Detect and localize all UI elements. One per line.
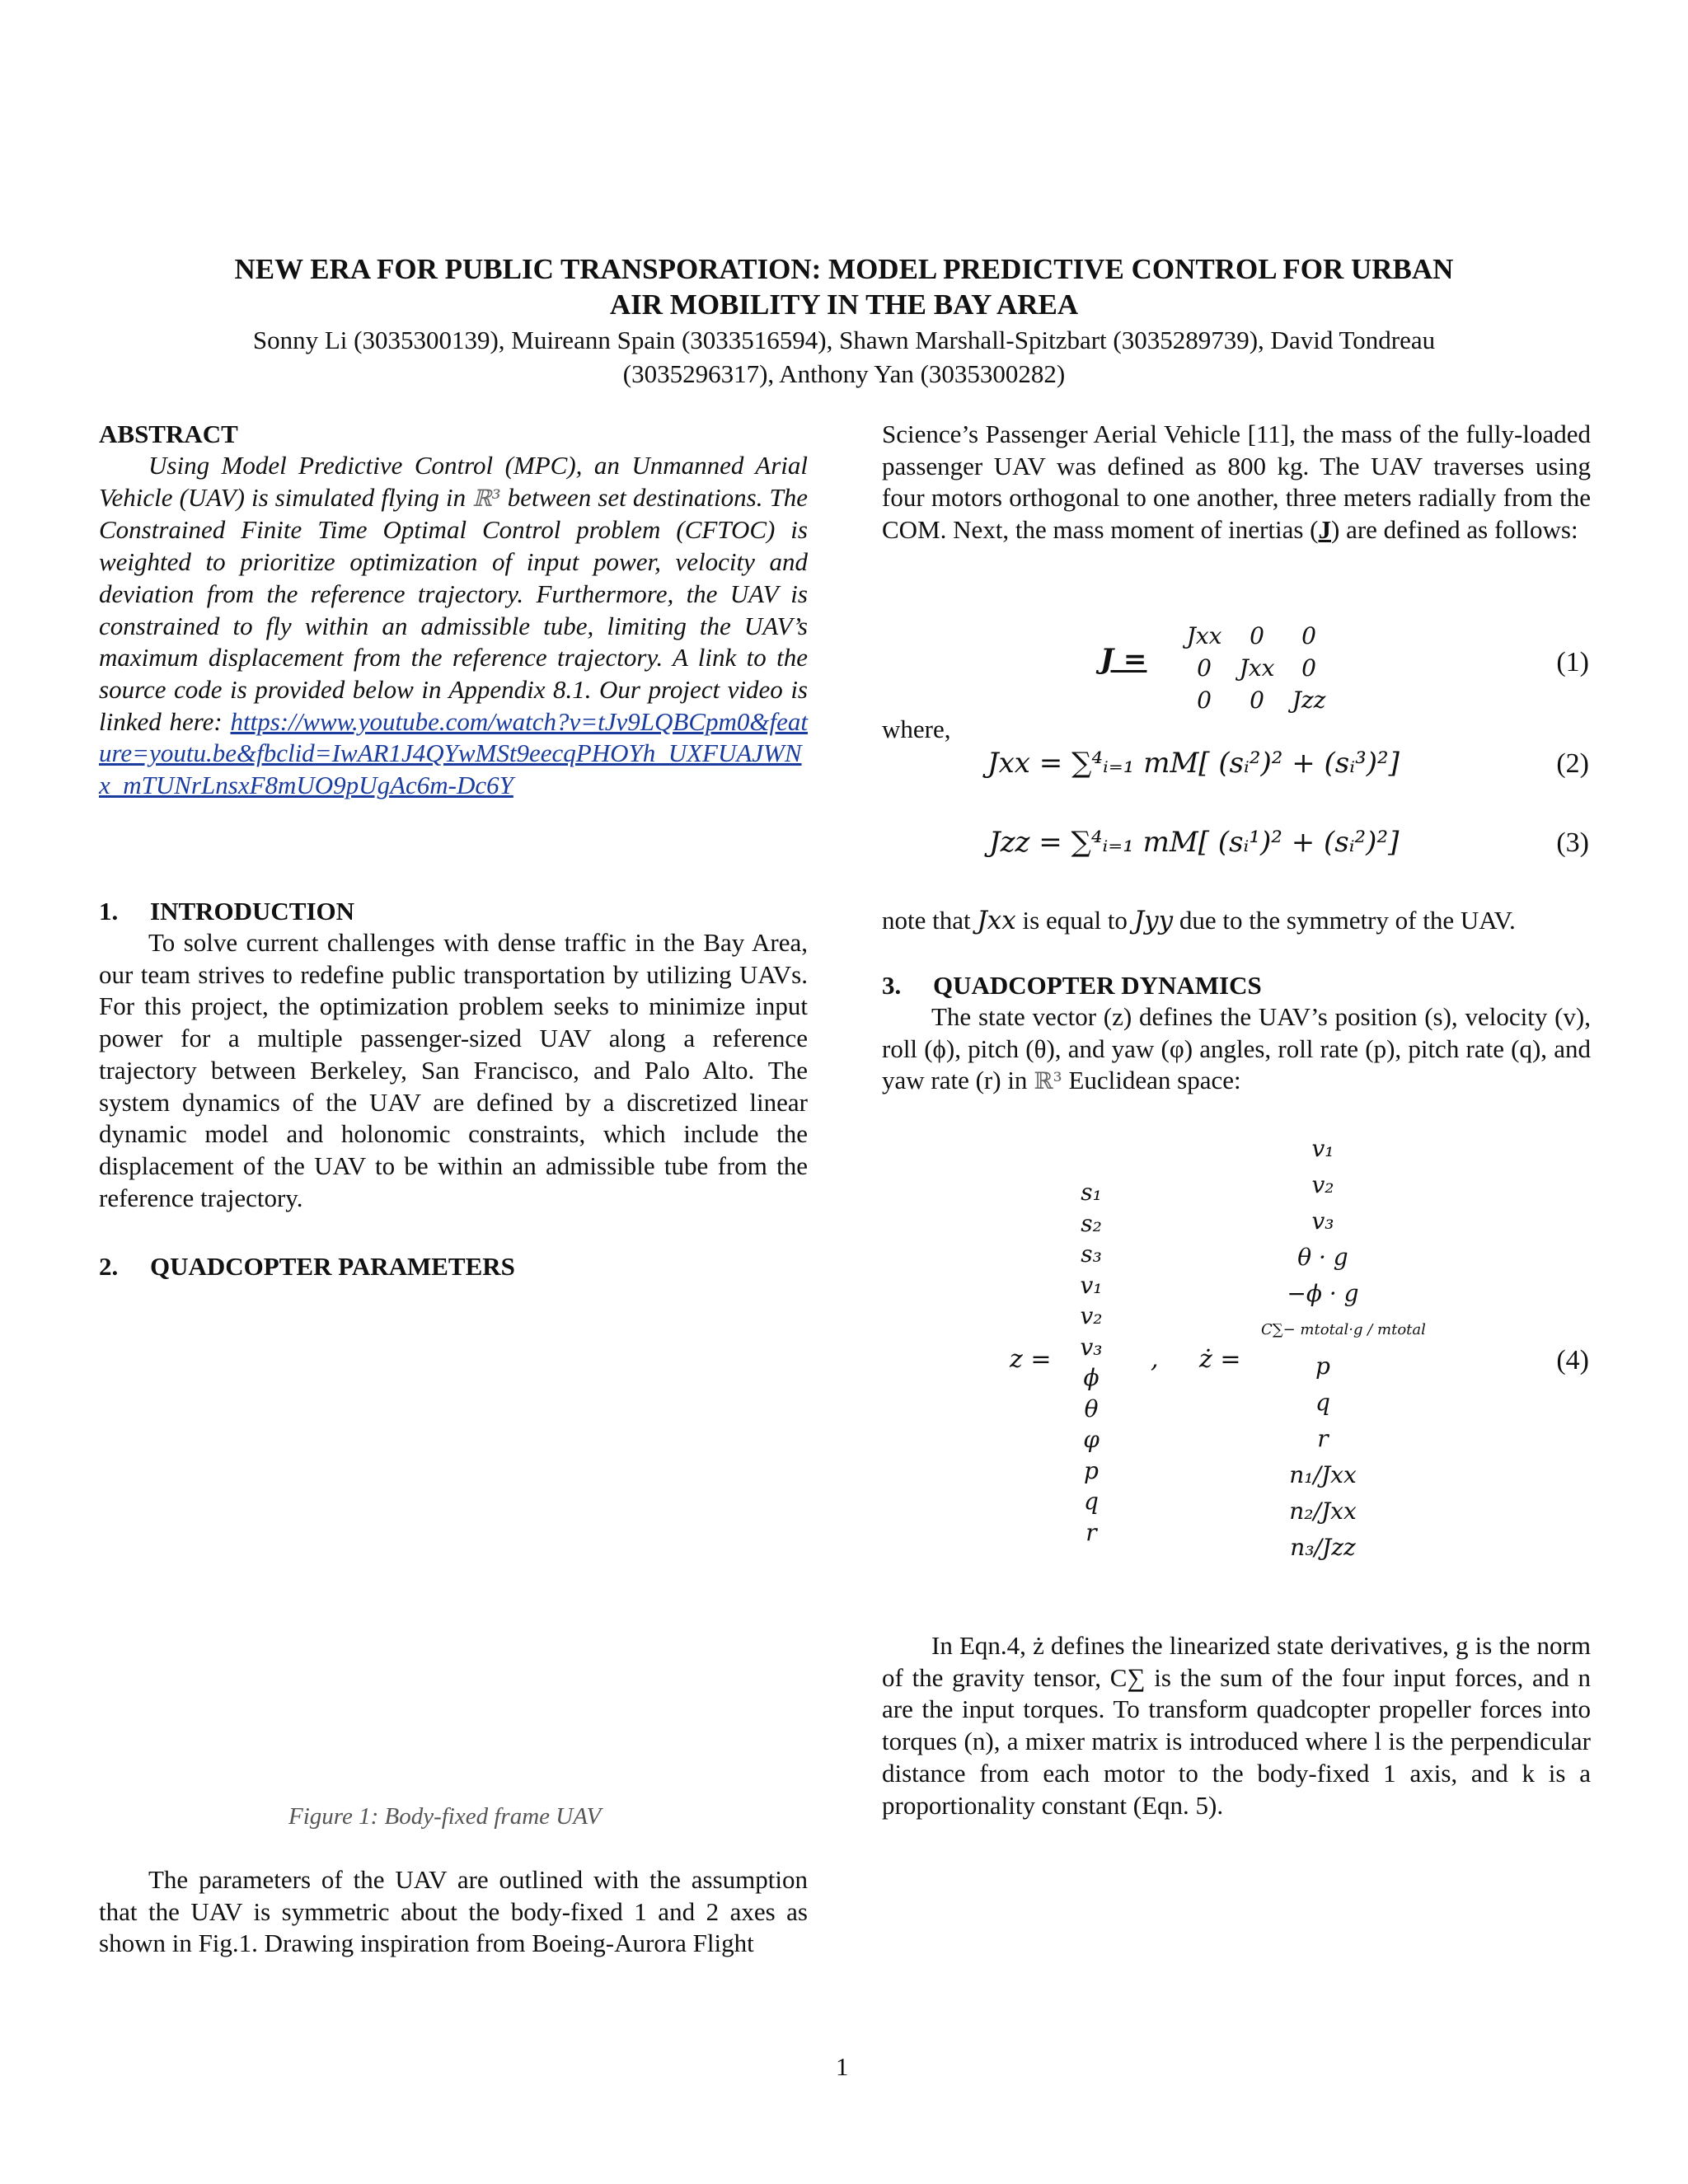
matrix-cell: 0 (1197, 687, 1212, 714)
section-2-continued (882, 419, 1591, 546)
motor-mass-label: m (323, 1499, 345, 1524)
matrix-cell: 0 (1301, 654, 1316, 682)
page-number: 1 (836, 2052, 849, 2081)
z-entry: v₃ (1080, 1333, 1103, 1361)
z-entry: θ (1084, 1394, 1099, 1422)
motor-mass-subscript: M (595, 1762, 608, 1779)
z-entry: s₁ (1081, 1179, 1102, 1206)
equation-2-number: (2) (1556, 748, 1589, 779)
abstract-text (99, 450, 808, 802)
motor-mass-label: m (323, 1750, 345, 1774)
equation-4-number: (4) (1556, 1345, 1589, 1376)
motor-mass-subscript: M (344, 1762, 357, 1779)
title-line-1: NEW ERA FOR PUBLIC TRANSPORATION: MODEL PREDICTIVE CONTROL FOR URBAN (234, 253, 1454, 285)
section-introduction (99, 896, 808, 1214)
note-text-a: note that (882, 906, 971, 935)
matrix-cell: Jzz (1292, 687, 1326, 714)
video-link[interactable]: https://www.youtube.com/watch?v=tJv9LQBCpm0&feature=youtu.be&fbclid=IwAR1J4QYwMSt9eecqPHOYh_UXFUAJWNx_mTUNrLnsxF8mUO9pUgAc6m-Dc6Y (99, 706, 809, 800)
motor-2-label: 2 (628, 1677, 645, 1702)
z-entry: q (1084, 1488, 1099, 1515)
note-text-block (882, 905, 1591, 937)
author-list (124, 323, 1564, 391)
authors-line-2: (3035296317), Anthony Yan (3035300282) (622, 359, 1066, 388)
zdot-entry: r (1317, 1425, 1329, 1452)
section-2-text: The parameters of the UAV are outlined with the assumption that the UAV is symmetric about the body-fixed 1 and 2 axes as shown in Fig.1. Drawing inspiration from Boeing-Aurora Flight (99, 1865, 808, 1958)
figure-caption: Figure 1: Body-fixed frame UAV (288, 1803, 602, 1830)
equation-3-number: (3) (1556, 827, 1589, 858)
zdot-entry: v₃ (1311, 1207, 1334, 1235)
real-space-symbol: ℝ³ (1034, 1067, 1062, 1095)
section-3-title: QUADCOPTER DYNAMICS (933, 971, 1262, 1000)
section-3-after-text: In Eqn.4, ż defines the linearized state derivatives, g is the norm of the gravity tensor, C∑ is the sum of the four input forces, and n are the input torques. To transform quadcopter propeller forces into torques (n), a mixer matrix is introduced where l is the perpendicular distance from each motor to the body-fixed 1 axis, and k is a proportionality constant (Eqn. 5). (882, 1631, 1591, 1820)
motor-1-label: 1 (580, 1372, 597, 1397)
title-line-2: AIR MOBILITY IN THE BAY AREA (609, 288, 1079, 321)
z-entry: v₂ (1080, 1302, 1103, 1329)
real-space-symbol: ℝ³ (472, 484, 501, 512)
motor-4-label: 4 (331, 1372, 348, 1397)
axis-2-label: 2 (449, 1357, 463, 1382)
equation-4-zdot-lhs: ż = (1199, 1345, 1241, 1374)
section-2-title: QUADCOPTER PARAMETERS (150, 1252, 515, 1281)
paper-title (124, 251, 1564, 322)
z-entry: p (1084, 1456, 1099, 1484)
zdot-entry: n₁/Jxx (1289, 1461, 1357, 1488)
section-2-cont-b: ) are defined as follows: (1331, 515, 1578, 545)
section-2-cont-a: Science’s Passenger Aerial Vehicle [11], the mass of the fully-loaded passenger UAV was defined as 800 kg. The UAV traverses using four motors orthogonal to one another, three meters radially from the COM. Next, the mass moment of inertias ( (882, 419, 1591, 545)
zdot-entry: p (1315, 1352, 1330, 1380)
zdot-entry: n₃/Jzz (1290, 1534, 1356, 1561)
zdot-entry: v₁ (1311, 1135, 1334, 1162)
motor-mass-subscript: M (595, 1511, 608, 1529)
z-entry: s₃ (1081, 1240, 1102, 1268)
alpha-angle-label: α (513, 1531, 531, 1563)
section-2-text-block (99, 1864, 808, 1960)
section-1-number: 1. (99, 897, 119, 926)
z-entry: r (1085, 1518, 1097, 1546)
authors-line-1: Sonny Li (3035300139), Muireann Spain (3033516594), Shawn Marshall-Spitzbart (3035289739), David Tondreau (252, 326, 1436, 354)
matrix-cell: 0 (1197, 654, 1212, 682)
where-text: where, (882, 715, 951, 743)
radius-label: R (507, 1446, 527, 1479)
state-derivative-vector (1261, 1131, 1426, 1566)
zdot-entry: −ϕ · g (1287, 1280, 1359, 1307)
section-3-text-a: The state vector (z) defines the UAV’s position (s), velocity (v), roll (ϕ), pitch (θ), and yaw (φ) angles, roll rate (p), pitch rate (q), and yaw rate (r) in (882, 1002, 1591, 1095)
motor-mass-label: m (574, 1750, 596, 1774)
body-mass-label: m (449, 1635, 472, 1662)
section-1-heading (99, 896, 808, 927)
z-entry: v₁ (1080, 1271, 1103, 1299)
equation-4-comma: , (1151, 1345, 1159, 1374)
section-3-text (882, 1001, 1591, 1098)
body-mass-subscript: B (471, 1649, 483, 1669)
matrix-cell: 0 (1250, 622, 1264, 649)
zdot-entry: n₂/Jxx (1289, 1497, 1357, 1525)
equation-1-number: (1) (1556, 647, 1589, 677)
arm-length-label: l (639, 1479, 654, 1532)
equation-1-lhs: J = (1100, 643, 1147, 676)
equation-2: Jxx = ∑⁴ᵢ₌₁ mM[ (sᵢ²)² + (sᵢ³)²] (987, 747, 1400, 780)
z-entry: s₂ (1081, 1209, 1102, 1237)
axis-1-label: 1 (717, 1559, 731, 1584)
zdot-entry: v₂ (1311, 1171, 1334, 1198)
section-1-text: To solve current challenges with dense traffic in the Bay Area, our team strives to redefine public transportation by utilizing UAVs. For this project, the optimization problem seeks to minimize input power for a multiple passenger-sized UAV along a reference trajectory between Berkeley, San Francisco, and Palo Alto. The system dynamics of the UAV are defined by a discretized linear dynamic model and holonomic constraints, which include the displacement of the UAV to be within an admissible tube from the reference trajectory. (99, 928, 808, 1212)
motor-3-label: 3 (288, 1685, 305, 1710)
equation-3: Jzz = ∑⁴ᵢ₌₁ mM[ (sᵢ¹)² + (sᵢ²)²] (989, 826, 1400, 859)
section-3-heading (882, 970, 1591, 1001)
matrix-cell: Jxx (1239, 654, 1275, 682)
z-entry: φ (1083, 1426, 1100, 1453)
motor-mass-subscript: M (344, 1511, 357, 1529)
abstract-heading: ABSTRACT (99, 419, 238, 448)
inertia-symbol: J (1318, 515, 1331, 545)
section-2-continued-text (882, 419, 1591, 546)
motor-mass-label: m (574, 1499, 596, 1524)
note-text (882, 905, 1591, 937)
section-dynamics (882, 970, 1591, 1098)
equation-4-z-lhs: z = (1010, 1345, 1052, 1374)
note-jyy: Jyy (1133, 906, 1174, 935)
equation-1-matrix (1179, 620, 1334, 716)
zdot-entry: C∑− mtotal·g / mtotal (1261, 1321, 1426, 1338)
section-3-after-block (882, 1630, 1591, 1821)
note-jxx: Jxx (977, 906, 1016, 935)
axis-2-superscript: B (463, 1345, 474, 1362)
note-text-c: due to the symmetry of the UAV. (1179, 906, 1516, 935)
matrix-cell: 0 (1301, 622, 1316, 649)
z-entry: ϕ (1083, 1364, 1100, 1391)
section-3-text-b: Euclidean space: (1068, 1066, 1241, 1095)
section-parameters (99, 1251, 808, 1282)
section-2-number: 2. (99, 1252, 119, 1281)
abstract-text-b: between set destinations. The Constrained Finite Time Optimal Control problem (CFTOC) is weighted to prioritize optimization of input power, velocity and deviation from the reference trajectory. Furthermore, the UAV is constrained to fly within an admissible tube, limiting the UAV’s maximum displacement from the reference trajectory. A link to the source code is provided below in Appendix 8.1. Our project video is linked here: (99, 482, 809, 736)
matrix-cell: 0 (1250, 687, 1264, 714)
where-text-block (882, 714, 1591, 746)
state-vector-z (1073, 1177, 1109, 1548)
axis-1-superscript: B (730, 1547, 741, 1564)
matrix-cell: Jxx (1186, 622, 1222, 649)
section-2-heading (99, 1251, 808, 1282)
note-text-b: is equal to (1022, 906, 1128, 935)
abstract-text-a: Using Model Predictive Control (MPC), an Unmanned Arial Vehicle (UAV) is simulated flying in (99, 451, 808, 512)
zdot-entry: q (1315, 1389, 1330, 1416)
section-3-number: 3. (882, 971, 902, 1000)
section-1-title: INTRODUCTION (150, 897, 355, 926)
zdot-entry: θ · g (1297, 1244, 1348, 1271)
abstract-section (99, 419, 808, 802)
